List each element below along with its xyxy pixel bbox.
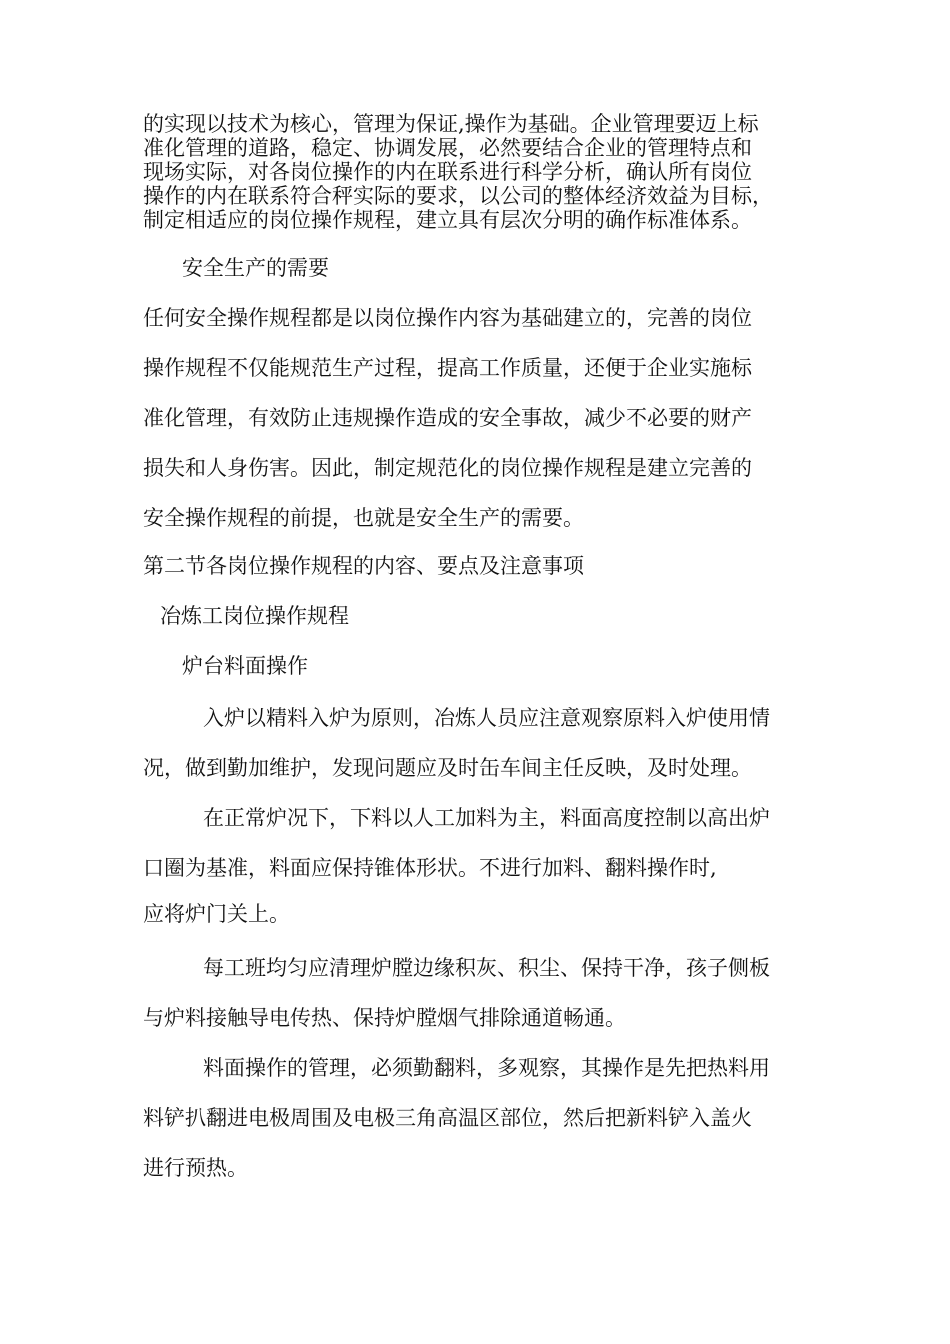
para2-line-1: 在正常炉况下，下料以人工加料为主，料面高度控制以高出炉 <box>203 806 770 830</box>
para1-line-2: 况，做到勤加维护，发现问题应及时缶车间主任反映，及时处理。 <box>143 756 752 780</box>
para4-line-2: 料铲扒翻进电极周围及电极三角高温区部位，然后把新料铲入盖火 <box>143 1106 752 1130</box>
para1-line-1: 入炉以精料入炉为原则，冶炼人员应注意观察原料入炉使用情 <box>203 706 770 730</box>
heading-safety: 安全生产的需要 <box>182 256 329 280</box>
safety-line-3: 准化管理，有效防止违规操作造成的安全事故，减少不必要的财产 <box>143 406 752 430</box>
intro-line-2: 准化管理的道路，稳定、协调发展，必然要结合企业的管理特点和 <box>143 136 752 160</box>
para3-line-1: 每工班均匀应清理炉膛边缘积灰、积尘、保持干净，孩子侧板 <box>203 956 770 980</box>
para2-line-3: 应将炉门关上。 <box>143 902 290 926</box>
safety-line-5: 安全操作规程的前提，也就是安全生产的需要。 <box>143 506 584 530</box>
intro-line-4: 操作的内在联系符合秤实际的要求，以公司的整体经济效益为目标， <box>143 184 773 208</box>
section-title: 第二节各岗位操作规程的内容、要点及注意事项 <box>143 554 584 578</box>
subsection-title: 冶炼工岗位操作规程 <box>160 604 349 628</box>
para3-line-2: 与炉料接触导电传热、保持炉膛烟气排除通道畅通。 <box>143 1006 626 1030</box>
para2-line-2: 口圈为基准，料面应保持锥体形状。不进行加料、翻料操作时, <box>143 856 717 880</box>
intro-line-3: 现场实际，对各岗位操作的内在联系进行科学分析，确认所有岗位 <box>143 160 752 184</box>
sub-subsection-title: 炉台料面操作 <box>182 654 308 678</box>
para4-line-1: 料面操作的管理，必须勤翻料，多观察，其操作是先把热料用 <box>203 1056 770 1080</box>
safety-line-1: 任何安全操作规程都是以岗位操作内容为基础建立的，完善的岗位 <box>143 306 752 330</box>
para4-line-3: 进行预热。 <box>143 1156 248 1180</box>
safety-line-4: 损失和人身伤害。因此，制定规范化的岗位操作规程是建立完善的 <box>143 456 752 480</box>
safety-line-2: 操作规程不仅能规范生产过程，提高工作质量，还便于企业实施标 <box>143 356 752 380</box>
intro-line-1: 的实现以技术为核心，管理为保证,操作为基础。企业管理要迈上标 <box>143 112 759 136</box>
intro-line-5: 制定相适应的岗位操作规程，建立具有层次分明的确作标准体系。 <box>143 208 752 232</box>
